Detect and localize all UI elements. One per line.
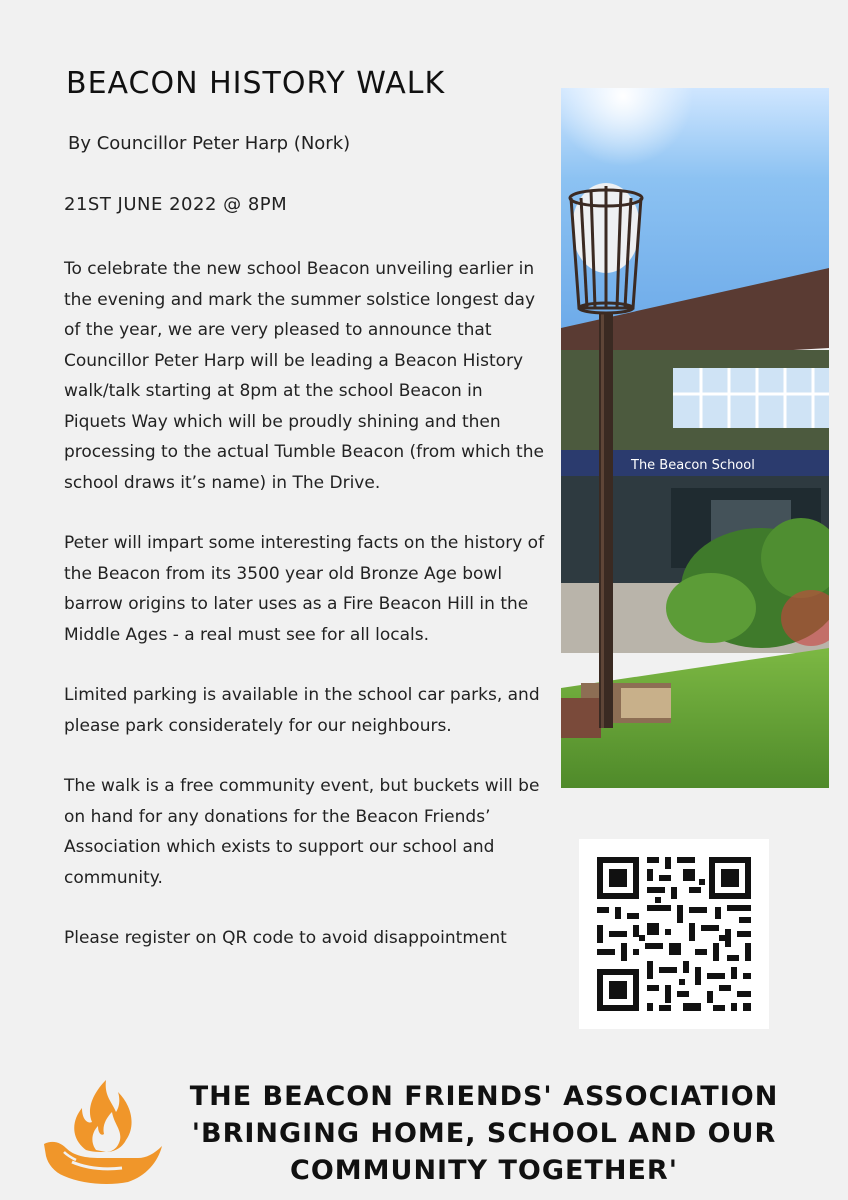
body-text xyxy=(64,254,549,954)
footer-line-3: COMMUNITY TOGETHER' xyxy=(290,1155,678,1186)
school-sign-text: The Beacon School xyxy=(631,458,755,473)
event-date: 21ST JUNE 2022 @ 8PM xyxy=(64,194,288,215)
qr-code[interactable] xyxy=(579,839,769,1029)
paragraph-parking: Limited parking is available in the school car parks, and please park considerately for our neighbours. xyxy=(64,685,540,736)
beacon-photo xyxy=(561,88,829,788)
paragraph-intro: To celebrate the new school Beacon unveiling earlier in the evening and mark the summer solstice longest day of the year, we are very pleased to announce that Councillor Peter Harp will be leading a Beacon History walk/talk starting at 8pm at the school Beacon in Piquets Way which will be proudly shining and then processing to the actual Tumble Beacon (from which the school draws it’s name) in The Drive. xyxy=(64,259,544,493)
qr-code-image xyxy=(579,839,769,1029)
footer-slogan xyxy=(170,1078,798,1189)
paragraph-register: Please register on QR code to avoid disappointment xyxy=(64,928,507,948)
byline: By Councillor Peter Harp (Nork) xyxy=(68,133,351,154)
flame-hands-logo xyxy=(42,1078,164,1186)
paragraph-donations: The walk is a free community event, but buckets will be on hand for any donations for the Beacon Friends’ Association which exists to support our school and community. xyxy=(64,776,540,888)
footer-line-1: THE BEACON FRIENDS' ASSOCIATION xyxy=(189,1081,779,1112)
footer-line-2: 'BRINGING HOME, SCHOOL AND OUR xyxy=(191,1118,777,1149)
paragraph-history: Peter will impart some interesting facts on the history of the Beacon from its 3500 year old Bronze Age bowl barrow origins to later uses as a Fire Beacon Hill in the Middle Ages - a real must see for all locals. xyxy=(64,533,545,645)
page-title: BEACON HISTORY WALK xyxy=(66,66,446,101)
